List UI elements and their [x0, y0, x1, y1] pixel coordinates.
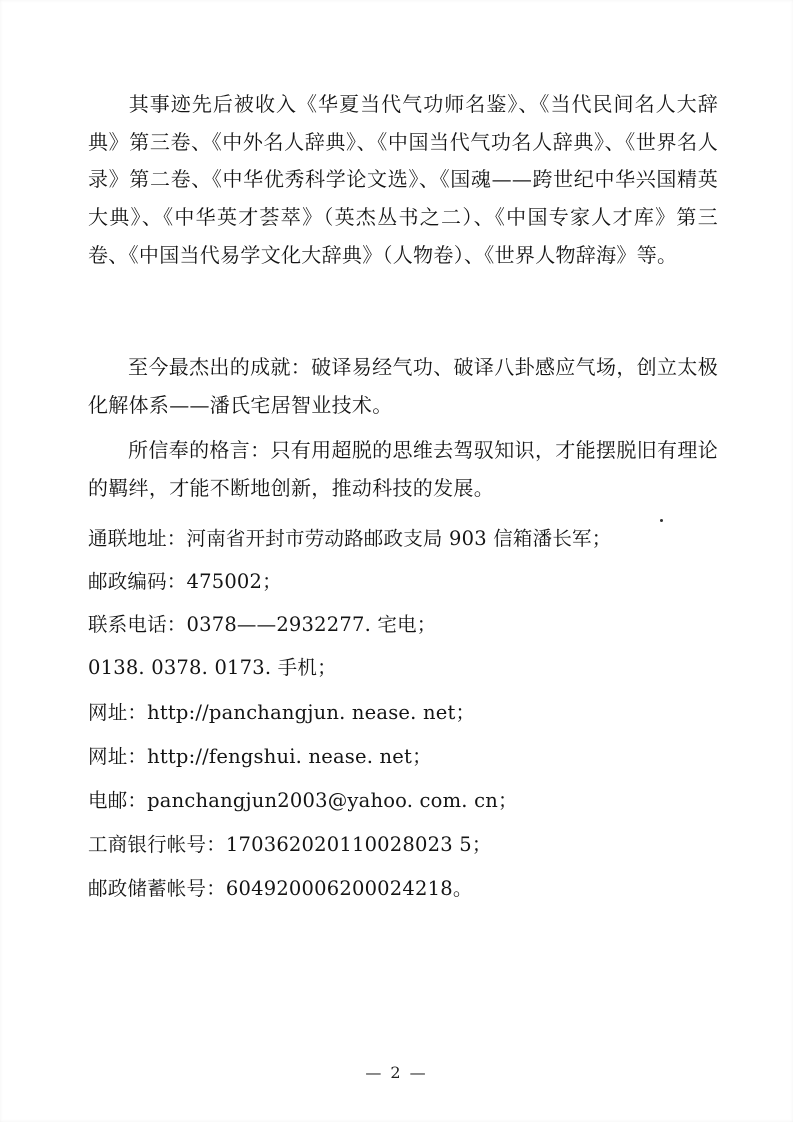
motto-text: 所信奉的格言：只有用超脱的思维去驾驭知识，才能摆脱旧有理论的羁绊，才能不断地创新，推动科技的发展。 — [88, 438, 718, 500]
achievements-text: 至今最杰出的成就：破译易经气功、破译八卦感应气场，创立太极化解体系——潘氏宅居智业技术。 — [88, 355, 718, 417]
motto-paragraph — [88, 432, 718, 507]
contact-home-phone: 联系电话：0378——2932277. 宅电； — [88, 613, 437, 636]
contact-icbc-account: 工商银行帐号：170362020110028023 5； — [88, 833, 492, 856]
contact-postal-savings-account: 邮政储蓄帐号：604920006200024218。 — [88, 877, 473, 900]
records-text: 其事迹先后被收入《华夏当代气功师名鉴》、《当代民间名人大辞典》第三卷、《中外名人辞典》、《中国当代气功名人辞典》、《世界名人录》第二卷、《中华优秀科学论文选》、《国魂——跨世纪中华兴国精英大典》、《中华英才荟萃》（英杰丛书之二）、《中国专家人才库》第三卷、《中国当代易学文化大辞典》（人物卷）、《世界人物辞海》等。 — [88, 92, 718, 267]
contact-website-2: 网址：http://fengshui. nease. net； — [88, 745, 432, 768]
contact-website-1: 网址：http://panchangjun. nease. net； — [88, 701, 476, 724]
contact-mobile-phone: 0138. 0378. 0173. 手机； — [88, 656, 337, 679]
achievements-paragraph — [88, 349, 718, 424]
records-paragraph — [88, 86, 718, 275]
page-number: — 2 — — [365, 1063, 428, 1082]
contact-postcode: 邮政编码：475002； — [88, 570, 282, 593]
contact-address: 通联地址：河南省开封市劳动路邮政支局 903 信箱潘长军； — [88, 527, 612, 550]
scan-speck — [660, 519, 663, 522]
contact-email: 电邮：panchangjun2003@yahoo. com. cn； — [88, 789, 518, 812]
